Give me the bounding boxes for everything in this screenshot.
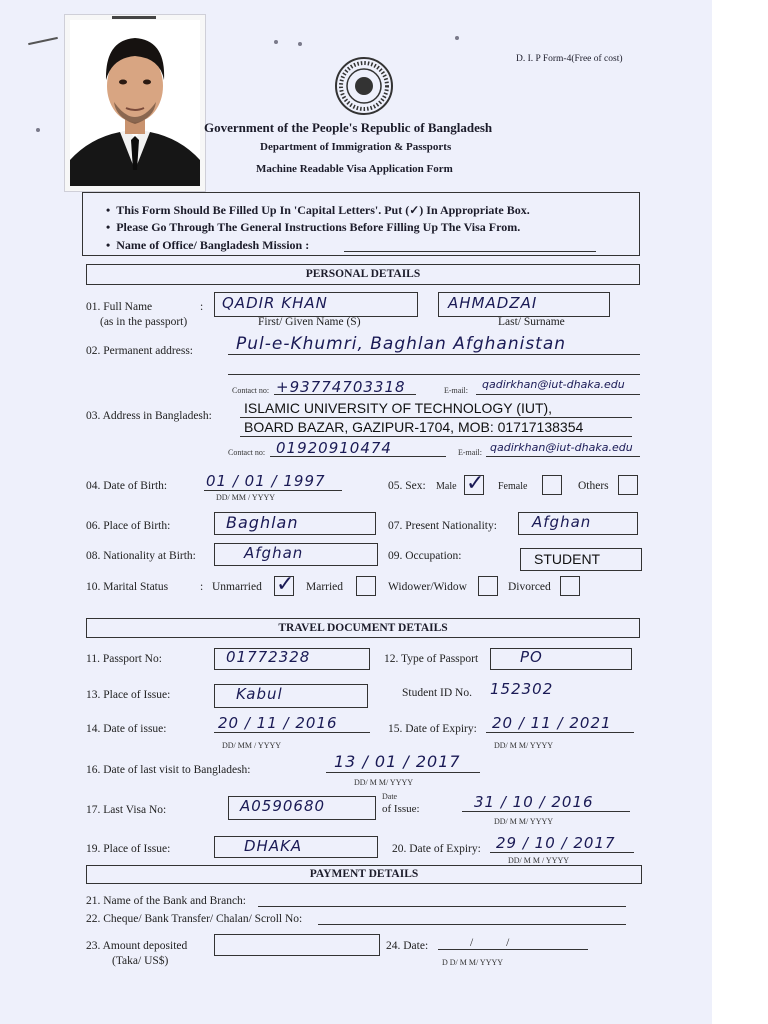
nationality-at-birth-label: 08. Nationality at Birth: (86, 550, 196, 562)
visa-date-label: of Issue: (382, 803, 420, 815)
visa-expiry-format: DD/ M M / YYYY (508, 856, 570, 865)
pin-mark (274, 40, 278, 44)
sex-label: 05. Sex: (388, 480, 426, 492)
marital-colon: : (200, 581, 204, 593)
payment-date-value: / / (470, 937, 510, 949)
govt-seal-icon (330, 54, 398, 118)
sex-male-checkbox[interactable] (464, 470, 485, 495)
passport-type-label: 12. Type of Passport (384, 653, 479, 665)
dob-value: 01 / 01 / 1997 (206, 472, 326, 490)
instruction-1 (106, 203, 530, 218)
sex-others-label: Others (578, 480, 609, 492)
visa-place-label: 19. Place of Issue: (86, 843, 171, 855)
contact-2-line[interactable] (270, 456, 446, 457)
email-2-line[interactable] (486, 456, 640, 457)
govt-title: Government of the People's Republic of Bangladesh (204, 120, 493, 135)
marital-widow-checkbox[interactable] (478, 576, 498, 596)
last-visit-label: 16. Date of last visit to Bangladesh: (86, 764, 251, 776)
sex-male-label: Male (436, 481, 457, 492)
bd-address-line-1: ISLAMIC UNIVERSITY OF TECHNOLOGY (IUT), (244, 400, 553, 416)
expiry-value: 20 / 11 / 2021 (492, 714, 612, 732)
marital-married-checkbox[interactable] (356, 576, 376, 596)
visa-date-label-top: Date (382, 792, 398, 801)
section-payment-details: PAYMENT DETAILS (86, 865, 642, 884)
marital-married-label: Married (306, 581, 344, 593)
permanent-address-line-2[interactable] (228, 374, 640, 375)
visa-expiry-value: 29 / 10 / 2017 (496, 834, 616, 852)
permanent-address-line-1[interactable] (228, 354, 640, 355)
occupation-label: 09. Occupation: (388, 550, 462, 562)
colon: : (200, 301, 204, 313)
first-name-caption: First/ Given Name (S) (258, 316, 361, 328)
payment-date-format: D D/ M M/ YYYY (442, 958, 504, 967)
last-visit-format: DD/ M M/ YYYY (354, 778, 414, 787)
full-name-label: 01. Full Name (86, 301, 153, 313)
issue-date-value: 20 / 11 / 2016 (218, 714, 338, 732)
issue-place-label: 13. Place of Issue: (86, 689, 171, 701)
bullet-icon: • (106, 203, 111, 217)
marital-unmarried-checkbox[interactable] (274, 571, 295, 596)
last-visit-value: 13 / 01 / 2017 (334, 752, 461, 771)
contact-2-value: 01920910474 (276, 439, 392, 457)
sex-female-label: Female (498, 481, 528, 492)
marital-unmarried-label: Unmarried (212, 581, 262, 593)
first-name-value: QADIR KHAN (222, 294, 328, 312)
passport-no-label: 11. Passport No: (86, 653, 162, 665)
portrait-image (70, 20, 200, 186)
pob-label: 06. Place of Birth: (86, 520, 171, 532)
section-personal-details: PERSONAL DETAILS (86, 264, 640, 285)
bd-address-line-2: BOARD BAZAR, GAZIPUR-1704, MOB: 01717138354 (244, 419, 584, 435)
dept-title: Department of Immigration & Passports (260, 141, 452, 153)
marital-divorced-checkbox[interactable] (560, 576, 580, 596)
email-1-line[interactable] (476, 394, 640, 395)
pin-mark (36, 128, 40, 132)
bullet-icon: • (106, 220, 111, 234)
issue-date-label: 14. Date of issue: (86, 723, 167, 735)
payment-date-line[interactable] (438, 949, 588, 950)
bank-line[interactable] (258, 906, 626, 907)
visa-no-value: A0590680 (240, 797, 326, 815)
amount-sub-label: (Taka/ US$) (112, 955, 169, 967)
last-visit-line[interactable] (326, 772, 480, 773)
dob-line[interactable] (204, 490, 342, 491)
amount-field[interactable] (214, 934, 380, 956)
staple-mark (28, 37, 58, 45)
passport-type-value: PO (520, 648, 543, 666)
email-label-2: E-mail: (458, 448, 482, 457)
passport-type-field[interactable] (490, 648, 632, 670)
instruction-3 (106, 238, 309, 253)
instruction-1-text: This Form Should Be Filled Up In 'Capital Letters'. Put (✓) In Appropriate Box. (116, 203, 530, 217)
marital-status-label: 10. Marital Status (86, 581, 169, 593)
expiry-label: 15. Date of Expiry: (388, 723, 477, 735)
form-number: D. I. P Form-4(Free of cost) (516, 54, 623, 64)
expiry-line[interactable] (486, 732, 634, 733)
dob-format: DD/ MM / YYYY (216, 493, 276, 502)
pin-mark (455, 36, 459, 40)
sex-others-checkbox[interactable] (618, 475, 638, 495)
bullet-icon: • (106, 238, 111, 252)
visa-date-value: 31 / 10 / 2016 (474, 793, 594, 811)
present-nationality-label: 07. Present Nationality: (388, 520, 497, 532)
amount-label: 23. Amount deposited (86, 940, 188, 952)
paper-clip-mark (112, 16, 156, 19)
bd-address-underline-2[interactable] (240, 436, 632, 437)
bd-address-label: 03. Address in Bangladesh: (86, 410, 212, 422)
sex-female-checkbox[interactable] (542, 475, 562, 495)
issue-place-value: Kabul (236, 685, 283, 703)
visa-date-line[interactable] (462, 811, 630, 812)
email-2-value: qadirkhan@iut-dhaka.edu (490, 441, 633, 454)
check-mark-icon: ✓ (276, 571, 295, 596)
visa-expiry-line[interactable] (490, 852, 634, 853)
section-travel-details: TRAVEL DOCUMENT DETAILS (86, 618, 640, 638)
contact-1-value: +93774703318 (276, 378, 406, 396)
permanent-address-value: Pul-e-Khumri, Baghlan Afghanistan (236, 334, 567, 354)
contact-label-2: Contact no: (228, 448, 266, 457)
email-1-value: qadirkhan@iut-dhaka.edu (482, 378, 625, 391)
marital-widow-label: Widower/Widow (388, 581, 467, 593)
permanent-address-label: 02. Permanent address: (86, 345, 193, 357)
instruction-3-text: Name of Office/ Bangladesh Mission : (116, 238, 310, 252)
bd-address-underline-1[interactable] (240, 417, 632, 418)
issue-date-format: DD/ MM / YYYY (222, 741, 282, 750)
full-name-sub-label: (as in the passport) (100, 316, 188, 328)
marital-divorced-label: Divorced (508, 581, 551, 593)
check-mark-icon: ✓ (466, 470, 485, 495)
passport-no-value: 01772328 (226, 648, 311, 666)
applicant-photo (64, 14, 206, 192)
expiry-format: DD/ M M/ YYYY (494, 741, 554, 750)
contact-1-line[interactable] (274, 394, 416, 395)
instruction-2-text: Please Go Through The General Instructions Before Filling Up The Visa From. (116, 220, 521, 234)
cheque-label: 22. Cheque/ Bank Transfer/ Chalan/ Scroll No: (86, 913, 303, 925)
student-id-label: Student ID No. (402, 687, 472, 699)
mission-name-line[interactable] (344, 251, 596, 252)
pin-mark (298, 42, 302, 46)
cheque-line[interactable] (318, 924, 626, 925)
present-nationality-value: Afghan (532, 513, 592, 531)
visa-date-format: DD/ M M/ YYYY (494, 817, 554, 826)
payment-date-label: 24. Date: (386, 940, 429, 952)
form-title: Machine Readable Visa Application Form (256, 163, 453, 175)
instruction-2 (106, 220, 520, 235)
occupation-value: STUDENT (534, 551, 601, 567)
issue-date-line[interactable] (214, 732, 370, 733)
pob-value: Baghlan (226, 513, 299, 532)
visa-place-value: DHAKA (244, 837, 303, 855)
visa-no-label: 17. Last Visa No: (86, 804, 167, 816)
dob-label: 04. Date of Birth: (86, 480, 168, 492)
student-id-value: 152302 (490, 680, 554, 698)
nationality-at-birth-value: Afghan (244, 544, 304, 562)
contact-label: Contact no: (232, 386, 270, 395)
last-name-caption: Last/ Surname (498, 316, 565, 328)
email-label: E-mail: (444, 386, 468, 395)
last-name-value: AHMADZAI (448, 294, 538, 312)
bank-label: 21. Name of the Bank and Branch: (86, 895, 246, 907)
visa-expiry-label: 20. Date of Expiry: (392, 843, 481, 855)
